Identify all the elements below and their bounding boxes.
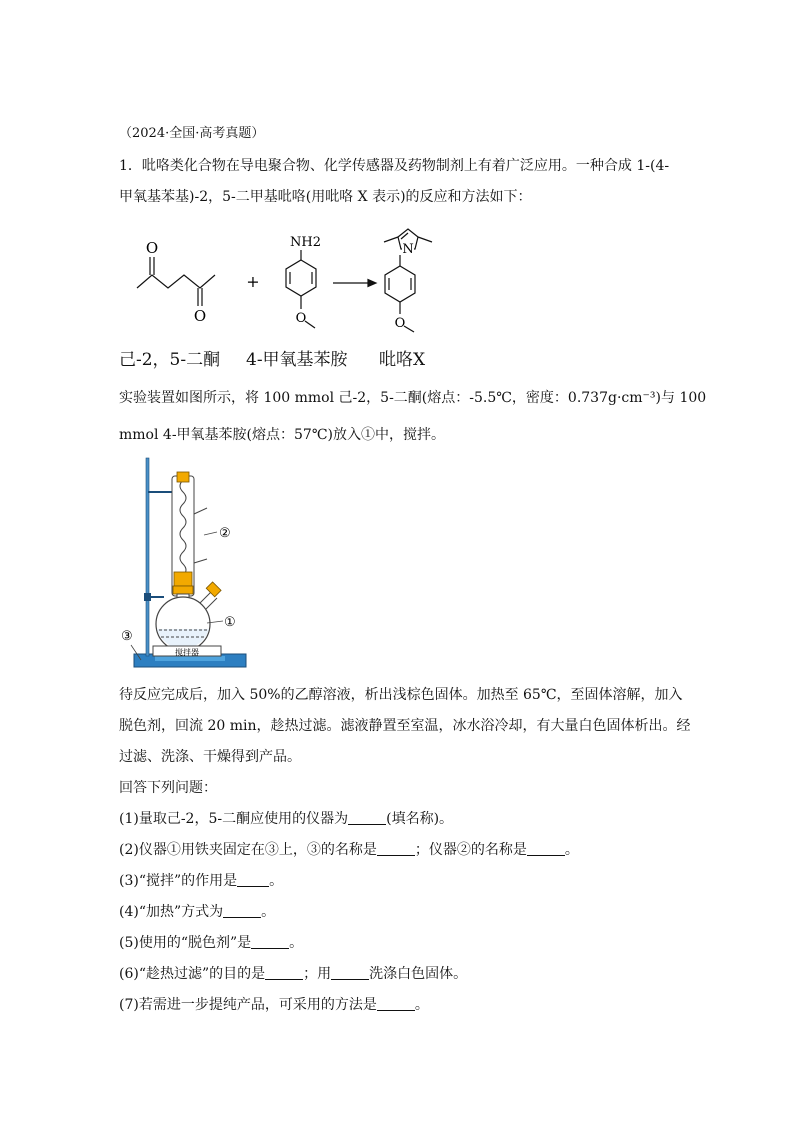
label-2: ② (219, 526, 231, 541)
question-1: (1)量取己-2，5-二酮应使用的仪器为 (填名称)。 (119, 811, 454, 827)
label-3: ③ (121, 629, 133, 644)
question-4: (4)“加热”方式为 。 (119, 904, 276, 920)
methoxy-o-1: O (295, 311, 307, 326)
apparatus-diagram (119, 454, 249, 674)
source-line: （2024·全国·高考真题） (119, 126, 265, 141)
answer-blank-6a[interactable] (265, 965, 303, 980)
pyrrole-n-label: N (402, 242, 414, 257)
question-6: (6)“趁热过滤”的目的是 ；用 洗涤白色固体。 (119, 966, 468, 982)
answer-blank-4[interactable] (223, 903, 261, 918)
setup-line-2: mmol 4-甲氧基苯胺(熔点：57℃)放入①中，搅拌。 (119, 427, 445, 443)
product-label: 吡咯X (379, 350, 426, 370)
reaction-arrow (333, 280, 376, 287)
question-5: (5)使用的“脱色剂”是 。 (119, 935, 304, 951)
procedure-line-1: 待反应完成后，加入 50%的乙醇溶液，析出浅棕色固体。加热至 65℃，至固体溶解，加入 (119, 687, 683, 703)
answer-blank-2b[interactable] (527, 841, 565, 856)
procedure-line-2: 脱色剂，回流 20 min，趁热过滤。滤液静置至室温，冰水浴冷却，有大量白色固体析出。经 (119, 718, 691, 734)
hexanedione-structure (137, 257, 215, 306)
answer-blank-2a[interactable] (377, 841, 415, 856)
compound-2-label: 4-甲氧基苯胺 (246, 350, 348, 370)
answer-blank-6b[interactable] (331, 965, 369, 980)
reaction-scheme (119, 226, 499, 341)
carbonyl-o-top: O (145, 239, 159, 257)
answer-blank-1[interactable] (348, 810, 386, 825)
compound-1-label: 己-2，5-二酮 (119, 350, 221, 370)
answer-blank-5[interactable] (251, 934, 289, 949)
answer-blank-3[interactable] (237, 872, 269, 887)
plus-sign: + (246, 272, 260, 291)
intro-line-1: 1．吡咯类化合物在导电聚合物、化学传感器及药物制剂上有着广泛应用。一种合成 1-(4- (119, 158, 670, 174)
intro-line-2: 甲氧基苯基)-2，5-二甲基吡咯(用吡咯 X 表示)的反应和方法如下： (119, 189, 532, 205)
nh2-label: NH2 (290, 235, 321, 250)
setup-line-1: 实验装置如图所示，将 100 mmol 己-2，5-二酮(熔点：-5.5℃，密度：0.737g·cm⁻³)与 100 (119, 390, 707, 406)
question-3: (3)“搅拌”的作用是 。 (119, 873, 284, 889)
prompt-line: 回答下列问题： (119, 780, 217, 796)
question-2: (2)仪器①用铁夹固定在③上，③的名称是 ；仪器②的名称是 。 (119, 842, 579, 858)
question-7: (7)若需进一步提纯产品，可采用的方法是 。 (119, 997, 429, 1013)
label-1: ① (224, 615, 236, 630)
stirrer-label: 搅拌器 (175, 648, 199, 657)
carbonyl-o-bottom: O (193, 307, 207, 325)
answer-blank-7[interactable] (377, 996, 415, 1011)
methoxy-o-2: O (394, 316, 406, 331)
procedure-line-3: 过滤、洗涤、干燥得到产品。 (119, 749, 301, 765)
